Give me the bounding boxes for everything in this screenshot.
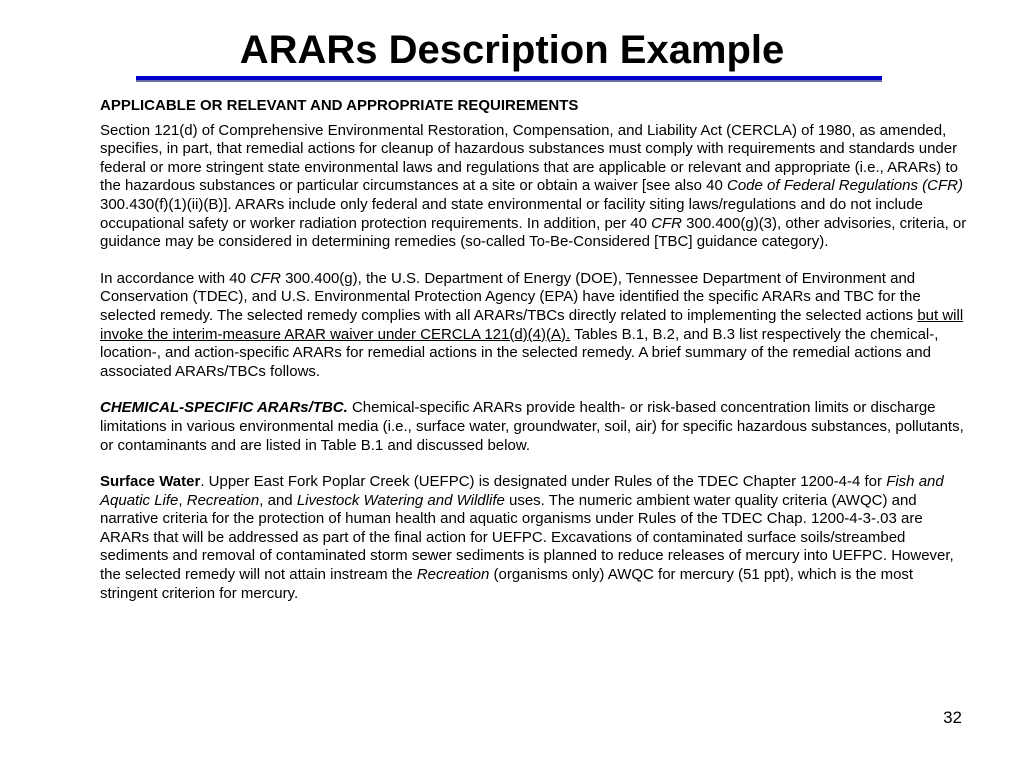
text-run: . Upper East Fork Poplar Creek (UEFPC) is designated under Rules of the TDEC Chapter 1200-4-4 for bbox=[200, 473, 887, 491]
slide-body bbox=[100, 97, 970, 603]
italic-text: CFR bbox=[651, 214, 682, 232]
text-run: 300.400(g), the U.S. Department of Energy (DOE), Tennessee Department of Environment and Conservation (TDEC), and U.S. Environmental Protection Agency (EPA) have identified the specific ARARs and TBC for the selected remedy. The selected remedy complies with all ARARs/TBCs directly related to implementing the selected actions bbox=[100, 269, 921, 324]
paragraph-surface-water bbox=[100, 473, 970, 603]
text-run: 300.430(f)(1)(ii)(B)]. ARARs include only federal and state environmental or facility siting laws/regulations and do not include occupational safety or worker radiation protection requirements. In addition, per 40 bbox=[100, 195, 923, 232]
title-underline-rule bbox=[136, 76, 882, 82]
slide-title: ARARs Description Example bbox=[239, 28, 785, 72]
text-run: , bbox=[178, 491, 187, 509]
text-run: , and bbox=[259, 491, 297, 509]
page-number: 32 bbox=[943, 708, 962, 727]
text-run: In accordance with 40 bbox=[100, 269, 251, 287]
bold-lead: Surface Water bbox=[100, 473, 201, 491]
paragraph-chemical-specific bbox=[100, 399, 970, 455]
text-run: Tables B.1, B.2, and B.3 list respectively the chemical-, location-, and action-specific ARARs for remedial actions in the selected remedy. A brief summary of the remedial actions and associated ARARs/TBCs follows. bbox=[100, 325, 939, 380]
paragraph-accordance bbox=[100, 270, 970, 382]
italic-text: CFR bbox=[250, 269, 281, 287]
italic-text: Livestock Watering and Wildlife bbox=[296, 491, 505, 509]
bold-italic-lead: CHEMICAL-SPECIFIC ARARs/TBC. bbox=[100, 399, 348, 417]
section-heading: APPLICABLE OR RELEVANT AND APPROPRIATE REQUIREMENTS bbox=[100, 97, 579, 114]
italic-text: Recreation bbox=[416, 566, 490, 584]
text-run: 300.400(g)(3), other advisories, criteria, or guidance may be considered in determining remedies (so-called To-Be-Considered [TBC] guidance category). bbox=[100, 214, 967, 251]
text-run: (organisms only) AWQC for mercury (51 ppt), which is the most stringent criterion for mercury. bbox=[100, 566, 914, 602]
italic-text: Fish and Aquatic Life bbox=[100, 473, 944, 509]
italic-text: Recreation bbox=[186, 491, 260, 509]
text-run: uses. The numeric ambient water quality criteria (AWQC) and narrative criteria for the protection of human health and aquatic organisms under Rules of the TDEC Chap. 1200-4-3-.03 are ARARs that will be addressed as part of the final action for UEFPC. Excavations of contaminated surface soils/streambed sediments and removal of contaminated storm sewer sediments is planned to reduce releases of mercury into UEFPC. However, the selected remedy will not attain instream the bbox=[100, 491, 954, 584]
text-run: Chemical-specific ARARs provide health- or risk-based concentration limits or discharge limitations in various environmental media (i.e., surface water, groundwater, soil, air) for specific hazardous substances, pollutants, or contaminants and are listed in Table B.1 and discussed below. bbox=[100, 399, 964, 454]
paragraph-cercla bbox=[100, 122, 970, 252]
italic-text: Code of Federal Regulations (CFR) bbox=[727, 177, 963, 195]
text-run: Section 121(d) of Comprehensive Environmental Restoration, Compensation, and Liability Act (CERCLA) of 1980, as amended, specifies, in part, that remedial actions for cleanup of hazardous substances must comply with requirements and standards under federal or more stringent state environmental laws and regulations that are applicable or relevant and appropriate (i.e., ARARs) to the hazardous substances or particular circumstances at a site or obtain a waiver [see also 40 bbox=[100, 121, 958, 195]
underlined-text: but will invoke the interim-measure ARAR waiver under CERCLA 121(d)(4)(A). bbox=[100, 306, 964, 343]
